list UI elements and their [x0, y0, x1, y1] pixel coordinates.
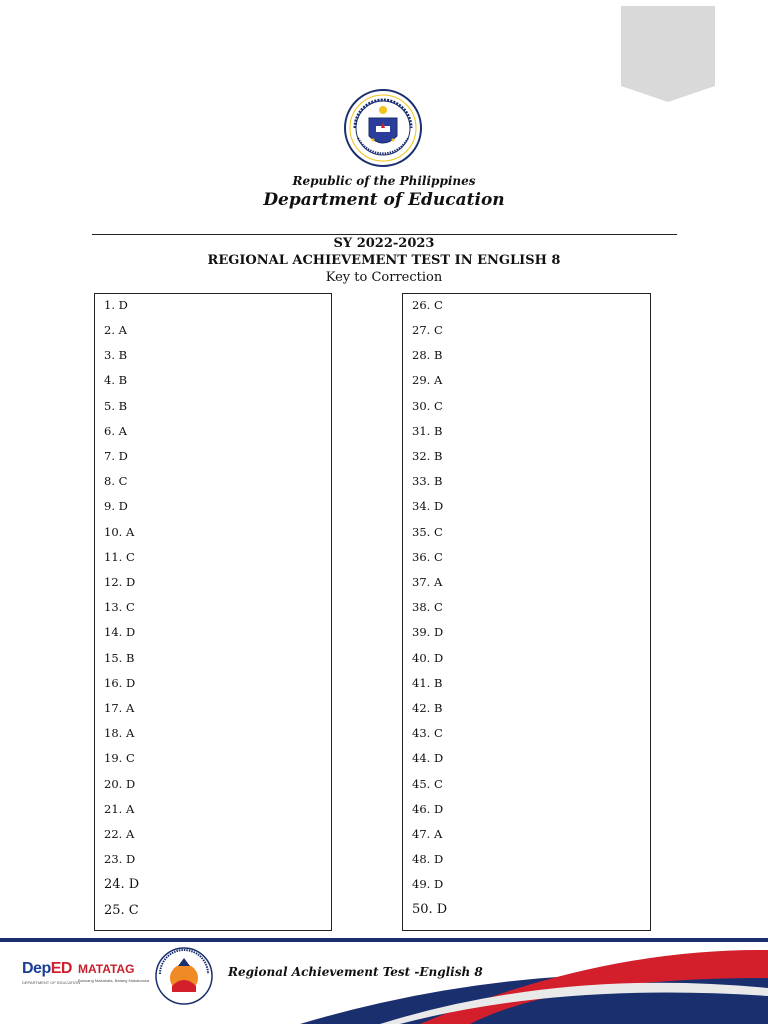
answer-item: 6. A [104, 424, 127, 438]
answer-item: 48. D [412, 852, 444, 866]
answer-item: 37. A [412, 575, 443, 589]
answer-item: 20. D [104, 777, 136, 791]
answer-item: 42. B [412, 701, 443, 715]
school-year: SY 2022-2023 [333, 236, 435, 251]
answer-item: 28. B [412, 348, 443, 362]
deped-logo: DepED [22, 960, 72, 977]
header-divider [92, 234, 677, 235]
answer-item: 33. B [412, 474, 443, 488]
answer-item: 21. A [104, 802, 135, 816]
answer-item: 3. B [104, 348, 128, 362]
footer-caption: Regional Achievement Test -English 8 [228, 965, 483, 979]
answer-item: 29. A [412, 373, 443, 387]
answer-item: 26. C [412, 298, 443, 312]
answer-key-box-left [94, 293, 332, 931]
answer-item: 27. C [412, 323, 443, 337]
answer-item: 16. D [104, 676, 136, 690]
answer-item: 43. C [412, 726, 443, 740]
answer-item: 34. D [412, 499, 444, 513]
answer-item: 31. B [412, 424, 443, 438]
department-of-education: Department of Education [263, 190, 505, 210]
regional-office-seal-icon [150, 944, 218, 1008]
answer-item: 49. D [412, 877, 444, 891]
deped-logo-subtext: DEPARTMENT OF EDUCATION [22, 980, 81, 985]
answer-key-box-right [402, 293, 651, 931]
answer-item: 11. C [104, 550, 135, 564]
answer-item: 46. D [412, 802, 444, 816]
answer-item: 18. A [104, 726, 135, 740]
answer-item: 23. D [104, 852, 136, 866]
answer-item: 12. D [104, 575, 136, 589]
answer-item: 35. C [412, 525, 443, 539]
answer-item: 45. C [412, 777, 443, 791]
deped-seal-icon [343, 88, 423, 168]
answer-item: 2. A [104, 323, 127, 337]
answer-item: 47. A [412, 827, 443, 841]
test-name: REGIONAL ACHIEVEMENT TEST IN ENGLISH 8 [207, 253, 561, 268]
answer-item: 39. D [412, 625, 444, 639]
answer-item: 25. C [104, 903, 139, 918]
answer-item: 13. C [104, 600, 135, 614]
answer-item: 40. D [412, 651, 444, 665]
answer-item: 50. D [412, 902, 448, 917]
answer-item: 17. A [104, 701, 135, 715]
answer-item: 14. D [104, 625, 136, 639]
answer-item: 8. C [104, 474, 128, 488]
answer-item: 36. C [412, 550, 443, 564]
answer-item: 44. D [412, 751, 444, 765]
answer-item: 10. A [104, 525, 135, 539]
answer-item: 7. D [104, 449, 128, 463]
answer-item: 30. C [412, 399, 443, 413]
answer-item: 4. B [104, 373, 128, 387]
answer-item: 19. C [104, 751, 135, 765]
answer-item: 5. B [104, 399, 128, 413]
answer-item: 24. D [104, 877, 140, 892]
key-to-correction-heading: Key to Correction [325, 270, 443, 285]
answer-item: 22. A [104, 827, 135, 841]
answer-item: 9. D [104, 499, 128, 513]
republic-of-the-philippines: Republic of the Philippines [292, 174, 476, 188]
answer-item: 1. D [104, 298, 128, 312]
answer-item: 41. B [412, 676, 443, 690]
matatag-logo-subtext: Bansang Makabata, Batang Makabansa [78, 978, 150, 983]
answer-item: 38. C [412, 600, 443, 614]
matatag-logo: MATATAG [78, 962, 135, 976]
answer-item: 32. B [412, 449, 443, 463]
answer-item: 15. B [104, 651, 135, 665]
